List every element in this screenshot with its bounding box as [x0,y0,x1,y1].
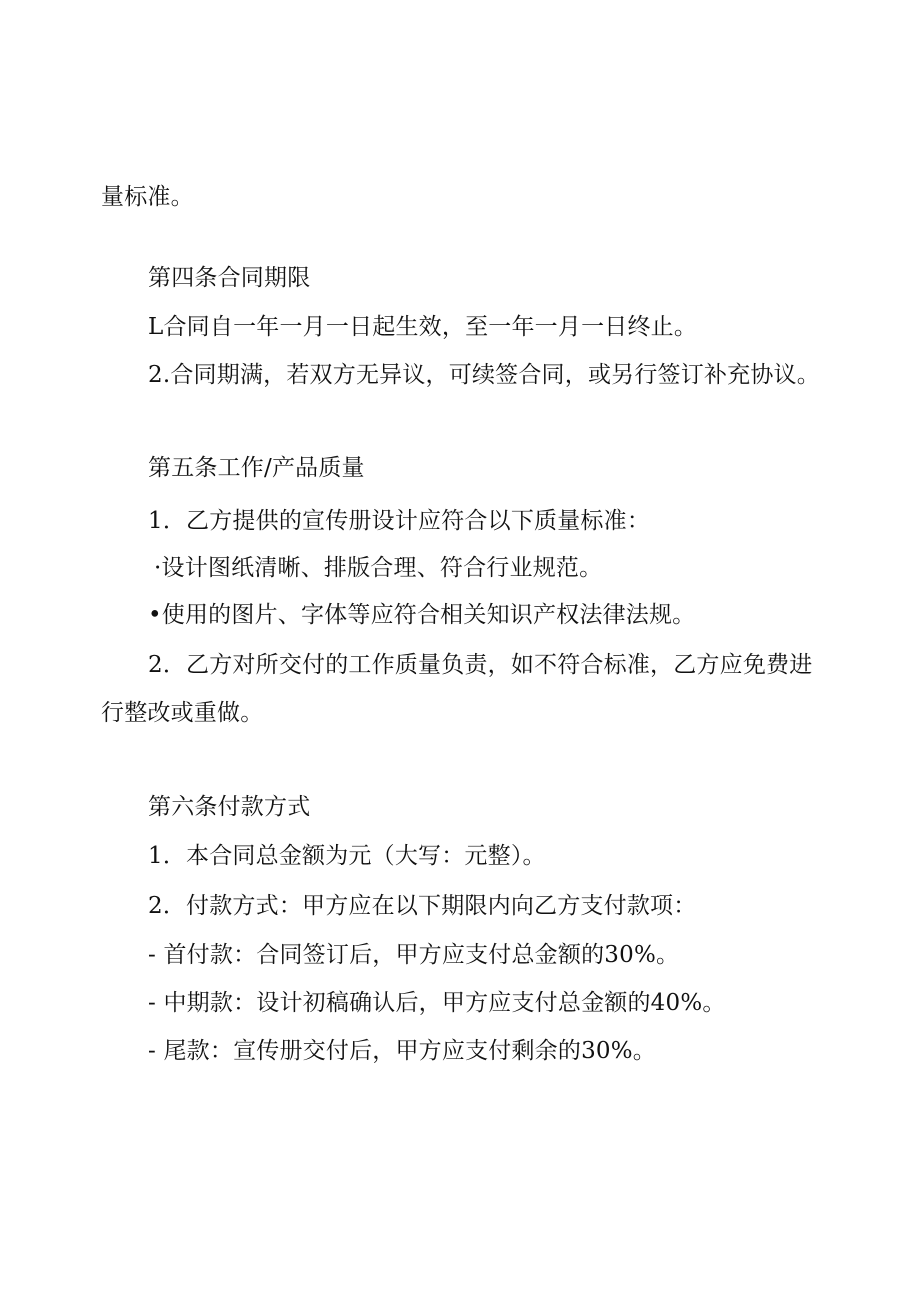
bullet-quality-b: •使用的图片、字体等应符合相关知识产权法律法规。 [148,602,696,628]
payment-item-first: - 首付款：合同签订后，甲方应支付总金额的30%。 [148,942,680,968]
clause-term-2: 2.合同期满，若双方无异议，可续签合同，或另行签订补充协议。 [148,362,820,388]
clause-payment-1: 1．本合同总金额为元（大写：元整）。 [148,843,546,869]
clause-quality-2-cont: 行整改或重做。 [101,700,264,726]
section-heading-quality: 第五条工作/产品质量 [148,455,365,481]
payment-item-final: - 尾款：宣传册交付后，甲方应支付剩余的30%。 [148,1038,657,1064]
clause-payment-2: 2．付款方式：甲方应在以下期限内向乙方支付款项： [148,893,697,919]
clause-term-1: L合同自一年一月一日起生效，至一年一月一日终止。 [148,314,698,340]
payment-item-middle: - 中期款：设计初稿确认后，甲方应支付总金额的40%。 [148,990,726,1016]
bullet-quality-a: ·设计图纸清晰、排版合理、符合行业规范。 [154,555,603,581]
paragraph-continuation: 量标准。 [101,184,194,210]
section-heading-term: 第四条合同期限 [148,265,311,291]
section-heading-payment: 第六条付款方式 [148,794,311,820]
clause-quality-2: 2．乙方对所交付的工作质量负责，如不符合标准，乙方应免费进 [148,652,813,678]
clause-quality-1: 1．乙方提供的宣传册设计应符合以下质量标准： [148,508,651,534]
